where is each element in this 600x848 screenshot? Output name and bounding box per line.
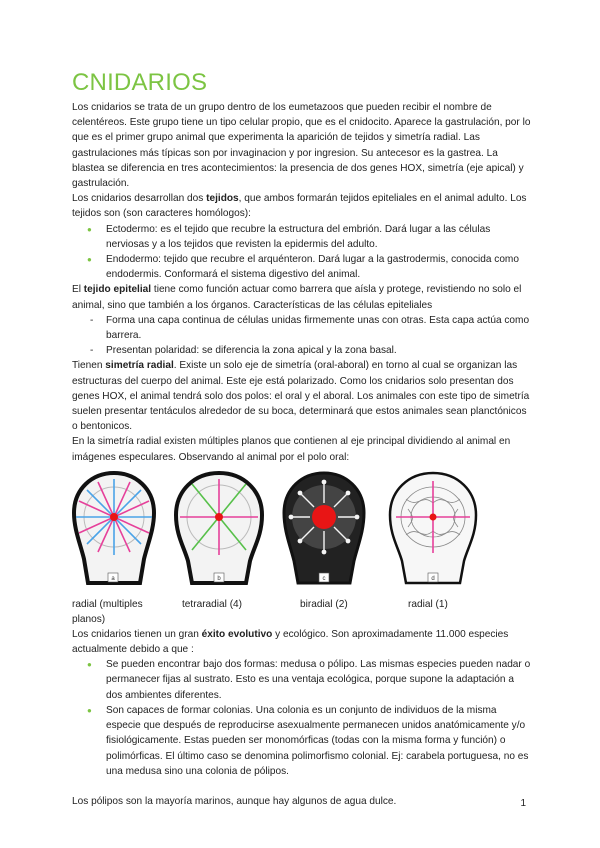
radial-one-plane-diagram-icon <box>388 469 478 589</box>
biradial-diagram-icon <box>282 469 366 589</box>
figure-letter: d <box>431 575 435 582</box>
tetraradial-diagram-icon <box>174 469 264 589</box>
figure-letter: b <box>217 575 221 582</box>
text-span: El <box>72 284 84 296</box>
radial-multiple-planes-diagram-icon <box>72 469 156 589</box>
list-item: - Presentan polaridad: se diferencia la zona apical y la zona basal. <box>106 343 532 358</box>
text-span: , que ambos formarán tejidos epiteliales en el animal adulto. Los tejidos son (son caracteres homólogos): <box>72 193 527 220</box>
list-item: ● Endodermo: tejido que recubre el arquénteron. Dará lugar a la gastrodermis, conocida como endodermis. Conformará el sistema digestivo del animal. <box>106 252 532 282</box>
figure-caption: biradial (2) <box>300 598 348 610</box>
symmetry-figures <box>72 469 532 597</box>
planos-paragraph: En la simetría radial existen múltiples planos que contienen al eje principal dividiendo al animal en imágenes especulares. Observando al animal por el polo oral: <box>72 436 511 463</box>
intro-paragraph: Los cnidarios se trata de un grupo dentro de los eumetazoos que pueden recibir el nombre de celentéreos. Este grupo tiene un tipo celular propio, que es el cnidocito. Aparece la gastrulación, por lo que es el primer grupo animal que experimenta la aparición de tejidos y simetría radial. Las gastrulaciones más típicas son por invaginacion y por ingresion. Su antecesor es la gastrea. La blastea se diferencia en tres acontecimientos: la presencia de dos genes HOX, simetría (eje apical) y gastrulación. <box>72 102 531 190</box>
list-item: - Forma una capa continua de células unidas firmemente unas con otras. Esta capa actúa como barrera. <box>106 313 532 343</box>
list-item: ● Se pueden encontrar bajo dos formas: medusa o pólipo. Las mismas especies pueden nadar o permanecer fijas al sustrato. Esto es una ventaja ecológica, porque supone la adaptación a dos ambientes diferentes. <box>106 657 532 703</box>
bold-term-exito-evolutivo: éxito evolutivo <box>201 628 273 640</box>
document-page <box>72 68 532 809</box>
page-number: 1 <box>520 798 526 809</box>
page-title: CNIDARIOS <box>72 69 208 96</box>
list-item: ● Ectodermo: es el tejido que recubre la estructura del embrión. Dará lugar a las células nerviosas y a los tejidos que revisten la epidermis del adulto. <box>106 222 532 252</box>
epitelial-paragraph <box>72 282 532 312</box>
polipos-paragraph: Los pólipos son la mayoría marinos, aunque hay algunos de agua dulce. <box>72 795 397 807</box>
figure-caption: radial (1) <box>408 598 448 610</box>
bold-term-tejidos: tejidos <box>206 193 239 205</box>
exito-paragraph <box>72 627 532 657</box>
text-span: tiene como función actuar como barrera que aísla y protege, revistiendo no solo el animal, sino que también a los órganos. Características de las células epiteliales <box>72 284 522 311</box>
bold-term-simetria-radial: simetría radial <box>105 360 174 372</box>
figure-letter: c <box>322 575 326 582</box>
figure-caption: radial (multiples planos) <box>72 598 143 626</box>
tissue-list <box>72 222 532 283</box>
text-span: Los cnidarios tienen un gran <box>72 628 202 640</box>
list-item: ● Son capaces de formar colonias. Una colonia es un conjunto de individuos de la misma especie que después de reproducirse asexualmente permanecen unidos anatómicamente y/o fisiológicamente. Estas pueden ser monomórficas (todas con la misma forma y función) o polimórficas. El último caso se denomina polimorfismo colonial. Ej: carabela portuguesa, no es una medusa sino una colonia de pólipos. <box>106 703 532 779</box>
figure-caption: tetraradial (4) <box>182 598 243 610</box>
text-span: . Existe un solo eje de simetría (oral-aboral) en torno al cual se organizan las estructuras del cuerpo del animal. Este eje está polarizado. Como los cnidarios solo presentan dos genes HOX, el animal tendrá solo dos polos: el oral y el aboral. Los animales con este tipo de simetría suelen presentar tentáculos alrededor de su boca, determinará que estos animales sean planctónicos o bentonicos. <box>72 360 530 433</box>
spacer <box>72 779 532 794</box>
epithelial-list <box>72 313 532 359</box>
text-span: y ecológico. Son aproximadamente 11.000 especies actualmente debido a que : <box>72 628 509 656</box>
figure-letter: a <box>111 575 115 582</box>
tejidos-paragraph <box>72 191 532 221</box>
success-reasons-list <box>72 657 532 779</box>
figure-captions <box>72 597 532 627</box>
text-span: Los cnidarios desarrollan dos <box>72 193 207 205</box>
text-span: Tienen <box>72 360 106 372</box>
bold-term-tejido-epitelial: tejido epitelial <box>83 284 152 296</box>
simetria-paragraph <box>72 358 532 434</box>
